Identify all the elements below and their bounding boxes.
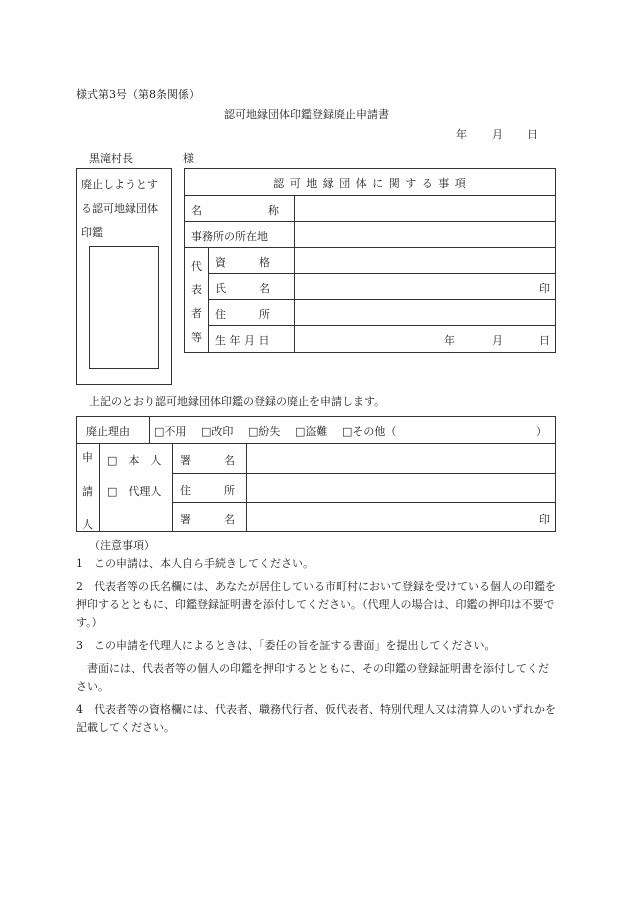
applicant-agent-checkbox[interactable]: □ 代理人 bbox=[107, 485, 162, 498]
divider bbox=[149, 416, 150, 444]
rep-qualification-field[interactable] bbox=[296, 248, 554, 272]
applicant-label-char: 申 bbox=[82, 451, 93, 464]
applicant-sign-field[interactable] bbox=[248, 445, 554, 472]
rep-address-field[interactable] bbox=[296, 300, 554, 324]
applicant-label-char: 請 bbox=[82, 485, 93, 498]
date-day-label: 日 bbox=[527, 128, 538, 141]
divider bbox=[172, 502, 556, 503]
applicant-label-char: 人 bbox=[82, 518, 93, 531]
birthdate-day-label: 日 bbox=[539, 334, 550, 347]
rep-seal-mark: 印 bbox=[539, 282, 550, 295]
reason-option-unused[interactable]: □不用 bbox=[154, 425, 187, 438]
date-month-label: 月 bbox=[492, 128, 503, 141]
reason-option-reseal[interactable]: □改印 bbox=[201, 425, 234, 438]
rep-qualification-label: 資 格 bbox=[215, 256, 270, 269]
rep-label-char: 表 bbox=[191, 283, 202, 296]
reason-option-other[interactable]: □その他（ bbox=[342, 425, 397, 438]
agent-address-field[interactable] bbox=[248, 475, 554, 501]
rep-name-field[interactable] bbox=[296, 274, 554, 298]
note-item: 4 代表者等の資格欄には、代表者、職務代行者、仮代表者、特別代理人又は清算人のいずれかを記載してください。 bbox=[76, 703, 556, 734]
office-address-field[interactable] bbox=[296, 222, 554, 246]
org-name-label: 名 称 bbox=[191, 204, 279, 217]
reason-other-close: ） bbox=[536, 425, 547, 438]
addressee-name: 黒滝村長 bbox=[89, 152, 133, 165]
agent-sign-field[interactable] bbox=[248, 504, 554, 530]
note-item: 1 この申請は、本人自ら手続きしてください。 bbox=[76, 557, 314, 570]
rep-label-char: 者 bbox=[191, 307, 202, 320]
statement: 上記のとおり認可地縁団体印鑑の登録の廃止を申請します。 bbox=[89, 395, 386, 408]
sign-label: 署 名 bbox=[180, 454, 235, 467]
rep-birthdate-field[interactable] bbox=[296, 326, 554, 352]
seal-box-label-line3: 印鑑 bbox=[81, 226, 103, 239]
applicant-self-checkbox[interactable]: □ 本 人 bbox=[107, 454, 162, 467]
org-table-header: 認 可 地 縁 団 体 に 関 す る 事 項 bbox=[273, 177, 467, 190]
agent-seal-mark: 印 bbox=[539, 513, 550, 526]
divider bbox=[246, 443, 247, 532]
office-address-label: 事務所の所在地 bbox=[191, 230, 268, 243]
page-title: 認可地縁団体印鑑登録廃止申請書 bbox=[224, 108, 389, 121]
seal-stamp-area[interactable] bbox=[89, 246, 159, 369]
org-name-field[interactable] bbox=[296, 196, 554, 220]
seal-box-label-line1: 廃止しようとす bbox=[81, 178, 158, 191]
rep-label-char: 代 bbox=[191, 260, 202, 273]
divider bbox=[172, 443, 173, 532]
divider bbox=[208, 247, 209, 353]
divider bbox=[99, 443, 100, 532]
rep-name-label: 氏 名 bbox=[215, 282, 270, 295]
reason-label: 廃止理由 bbox=[86, 425, 130, 438]
note-item: 書面には、代表者等の個人の印鑑を押印するとともに、その印鑑の登録証明書を添付してください。 bbox=[76, 662, 549, 693]
rep-birthdate-label: 生 年 月 日 bbox=[215, 334, 270, 347]
divider bbox=[294, 195, 295, 353]
birthdate-year-label: 年 bbox=[444, 334, 455, 347]
date-year-label: 年 bbox=[456, 128, 467, 141]
addressee-honorific: 様 bbox=[183, 152, 194, 165]
reason-option-stolen[interactable]: □盗難 bbox=[295, 425, 328, 438]
notes-heading: （注意事項） bbox=[89, 539, 155, 552]
note-item: 2 代表者等の氏名欄には、あなたが居住している市町村において登録を受けている個人の印鑑を押印するとともに、印鑑登録証明書を添付してください。（代理人の場合は、印鑑の押印は不要です。） bbox=[76, 580, 556, 629]
seal-box-label-line2: る認可地縁団体 bbox=[81, 202, 158, 215]
rep-label-char: 等 bbox=[191, 331, 202, 344]
agent-address-label: 住 所 bbox=[180, 484, 235, 497]
divider bbox=[172, 473, 556, 474]
form-number: 様式第3号（第8条関係） bbox=[76, 88, 200, 101]
birthdate-month-label: 月 bbox=[492, 334, 503, 347]
agent-sign-label: 署 名 bbox=[180, 513, 235, 526]
rep-address-label: 住 所 bbox=[215, 308, 270, 321]
note-item: 3 この申請を代理人によるときは、「委任の旨を証する書面」を提出してください。 bbox=[76, 639, 496, 652]
reason-option-lost[interactable]: □紛失 bbox=[248, 425, 281, 438]
